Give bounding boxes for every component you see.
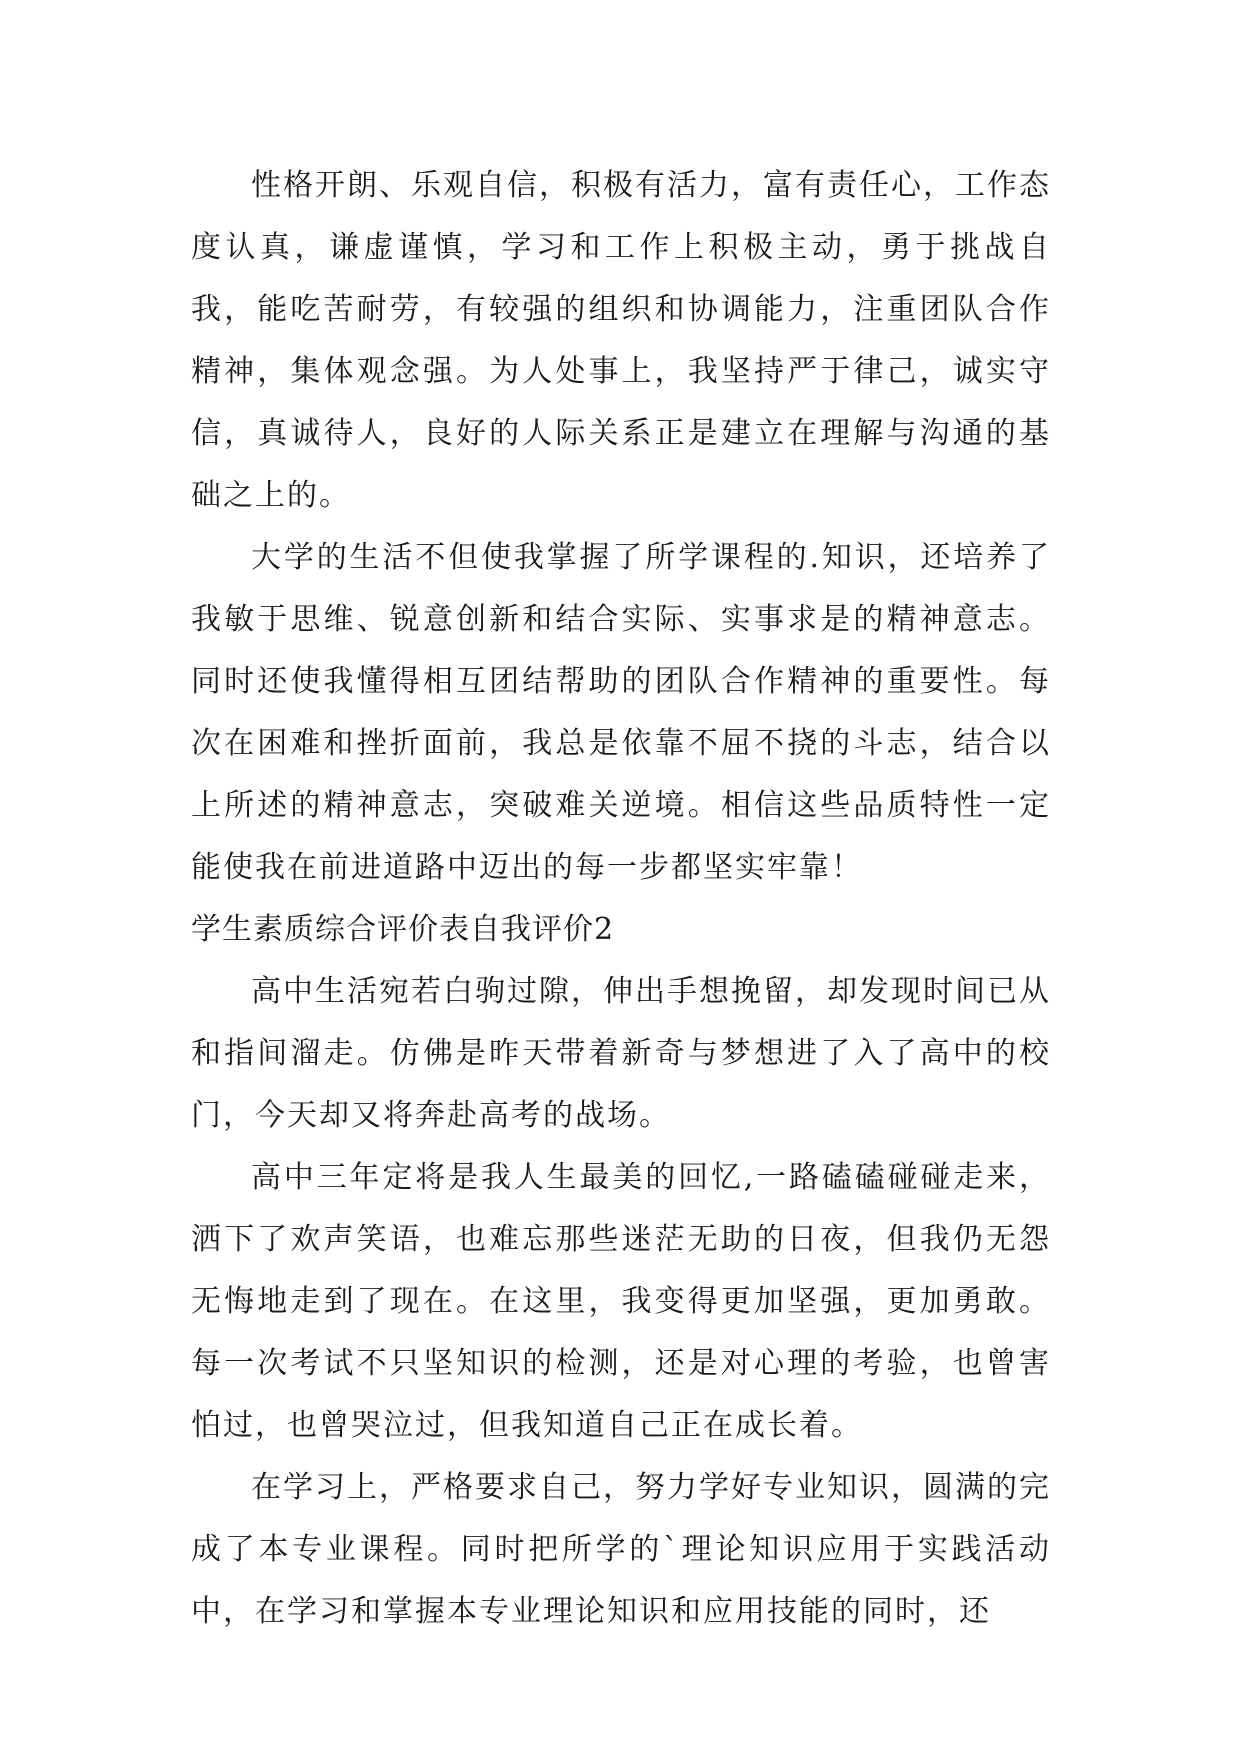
section-heading: 学生素质综合评价表自我评价2 [191, 912, 615, 947]
paragraph-high-school-life: 高中生活宛若白驹过隙，伸出手想挽留，却发现时间已从和指间溜走。仿佛是昨天带着新奇与梦想进了入了高中的校门，今天却又将奔赴高考的战场。 [191, 974, 1051, 1133]
paragraph-study: 在学习上，严格要求自己，努力学好专业知识，圆满的完成了本专业课程。同时把所学的`理论知识应用于实践活动中，在学习和掌握本专业理论知识和应用技能的同时，还 [191, 1470, 1051, 1629]
document-body [191, 155, 1051, 1643]
paragraph-university-life: 大学的生活不但使我掌握了所学课程的.知识，还培养了我敏于思维、锐意创新和结合实际、实事求是的精神意志。同时还使我懂得相互团结帮助的团队合作精神的重要性。每次在困难和挫折面前，我总是依靠不屈不挠的斗志，结合以上所述的精神意志，突破难关逆境。相信这些品质特性一定能使我在前进道路中迈出的每一步都坚实牢靠！ [191, 540, 1051, 885]
paragraph-three-years: 高中三年定将是我人生最美的回忆,一路磕磕碰碰走来，洒下了欢声笑语，也难忘那些迷茫无助的日夜，但我仍无怨无悔地走到了现在。在这里，我变得更加坚强，更加勇敢。每一次考试不只坚知识的检测，还是对心理的考验，也曾害怕过，也曾哭泣过，但我知道自己正在成长着。 [191, 1160, 1051, 1443]
paragraph-personality: 性格开朗、乐观自信，积极有活力，富有责任心，工作态度认真，谦虚谨慎，学习和工作上积极主动，勇于挑战自我，能吃苦耐劳，有较强的组织和协调能力，注重团队合作精神，集体观念强。为人处事上，我坚持严于律己，诚实守信，真诚待人，良好的人际关系正是建立在理解与沟通的基础之上的。 [191, 168, 1051, 513]
